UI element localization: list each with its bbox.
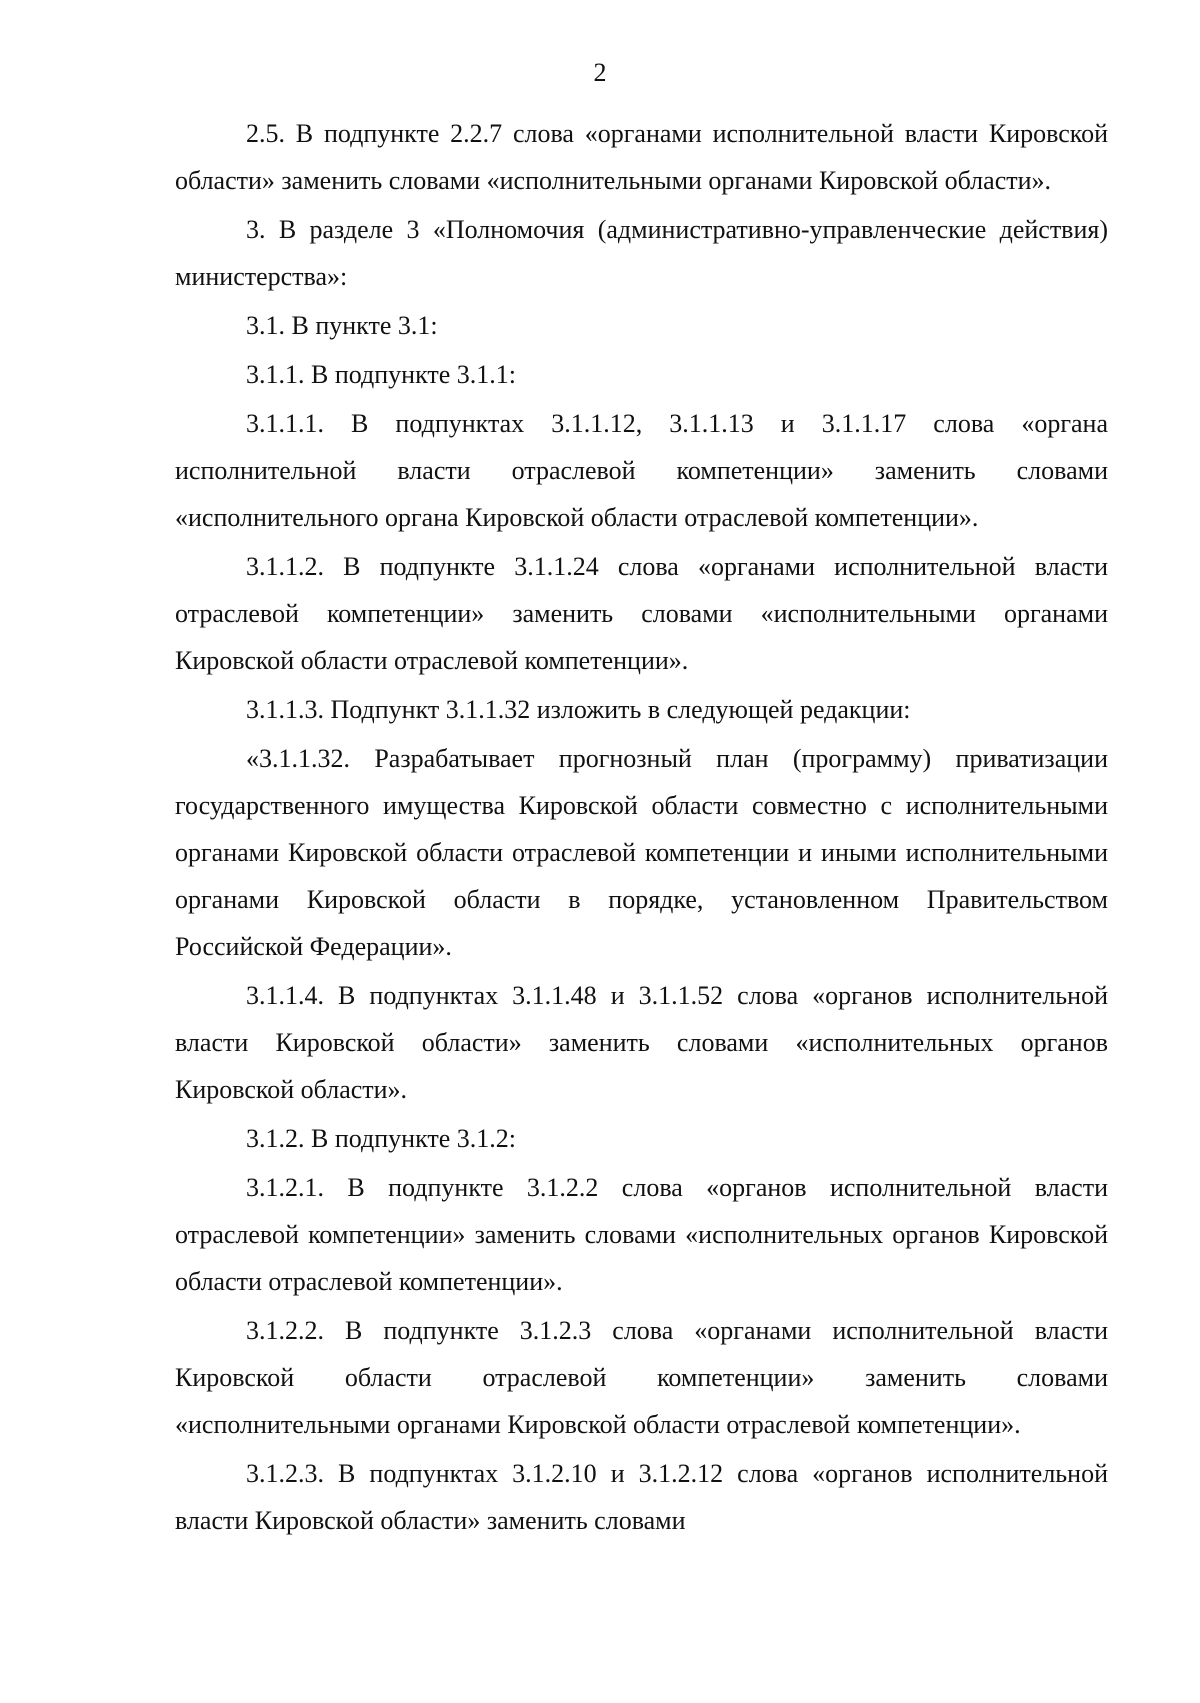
paragraph-3-1-2-2: 3.1.2.2. В подпункте 3.1.2.3 слова «органами исполнительной власти Кировской области отраслевой компетенции» заменить словами «исполнительными органами Кировской области отраслевой компетенции».	[175, 1316, 1108, 1439]
paragraph-3: 3. В разделе 3 «Полномочия (административно-управленческие действия) министерства»:	[175, 215, 1108, 291]
page-number: 2	[593, 58, 607, 87]
paragraph-2-5: 2.5. В подпункте 2.2.7 слова «органами исполнительной власти Кировской области» заменить словами «исполнительными органами Кировской области».	[175, 119, 1108, 195]
paragraph-3-1-2-1: 3.1.2.1. В подпункте 3.1.2.2 слова «органов исполнительной власти отраслевой компетенции» заменить словами «исполнительных органов Кировской области отраслевой компетенции».	[175, 1173, 1108, 1296]
paragraph-3-1-1-1: 3.1.1.1. В подпунктах 3.1.1.12, 3.1.1.13 и 3.1.1.17 слова «органа исполнительной власти отраслевой компетенции» заменить словами «исполнительного органа Кировской области отраслевой компетенции».	[175, 409, 1108, 532]
paragraph-3-1-2: 3.1.2. В подпункте 3.1.2:	[246, 1124, 516, 1153]
paragraph-3-1-2-3: 3.1.2.3. В подпунктах 3.1.2.10 и 3.1.2.12 слова «органов исполнительной власти Кировской области» заменить словами	[175, 1459, 1108, 1535]
paragraph-3-1-1: 3.1.1. В подпункте 3.1.1:	[246, 360, 516, 389]
paragraph-3-1-1-2: 3.1.1.2. В подпункте 3.1.1.24 слова «органами исполнительной власти отраслевой компетенции» заменить словами «исполнительными органами Кировской области отраслевой компетенции».	[175, 552, 1108, 675]
paragraph-3-1-1-3: 3.1.1.3. Подпункт 3.1.1.32 изложить в следующей редакции:	[246, 695, 911, 724]
document-body	[175, 110, 1108, 1546]
paragraph-3-1-1-32-quote: «3.1.1.32. Разрабатывает прогнозный план (программу) приватизации государственного имущества Кировской области совместно с исполнительными органами Кировской области отраслевой компетенции и иными исполнительными органами Кировской области в порядке, установленном Правительством Российской Федерации».	[175, 744, 1108, 961]
paragraph-3-1-1-4: 3.1.1.4. В подпунктах 3.1.1.48 и 3.1.1.52 слова «органов исполнительной власти Кировской области» заменить словами «исполнительных органов Кировской области».	[175, 981, 1108, 1104]
paragraph-3-1: 3.1. В пункте 3.1:	[246, 311, 438, 340]
